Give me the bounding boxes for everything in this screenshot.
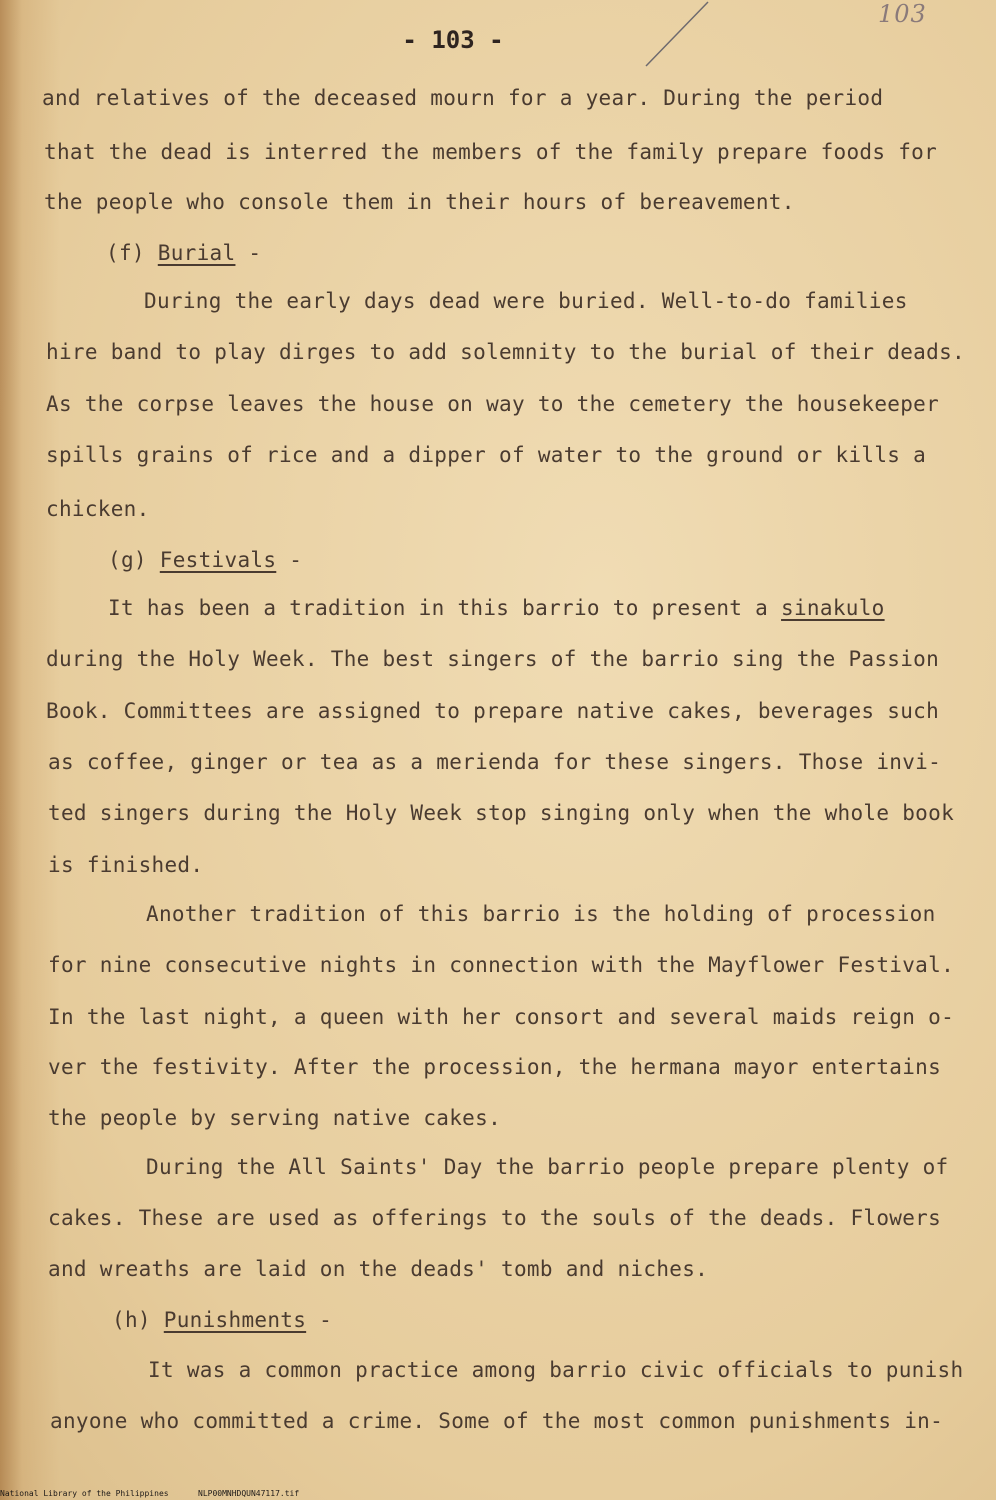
- library-label: National Library of the Philippines: [0, 1489, 169, 1498]
- text-line: [108, 596, 885, 620]
- text-line: chicken.: [46, 497, 150, 521]
- text-line: and relatives of the deceased mourn for a year. During the period: [42, 86, 884, 110]
- section-heading-festivals: [108, 548, 302, 572]
- section-heading-burial: [106, 241, 261, 265]
- text-line: ver the festivity. After the procession, the hermana mayor entertains: [48, 1055, 942, 1079]
- text-line: In the last night, a queen with her consort and several maids reign o-: [48, 1005, 955, 1029]
- text-line: Another tradition of this barrio is the holding of procession: [146, 902, 936, 926]
- text-line: is finished.: [48, 853, 204, 877]
- text-line: hire band to play dirges to add solemnity to the burial of their deads.: [46, 340, 965, 364]
- text-line: During the All Saints' Day the barrio people prepare plenty of: [146, 1155, 949, 1179]
- text-line: the people who console them in their hours of bereavement.: [44, 190, 795, 214]
- text-line: anyone who committed a crime. Some of the most common punishments in-: [50, 1409, 944, 1433]
- text-line: During the early days dead were buried. Well-to-do families: [144, 289, 908, 313]
- heading-prefix: (g): [108, 548, 160, 572]
- text-line: spills grains of rice and a dipper of water to the ground or kills a: [46, 443, 927, 467]
- text-line: the people by serving native cakes.: [48, 1106, 502, 1130]
- text-line: and wreaths are laid on the deads' tomb and niches.: [48, 1257, 709, 1281]
- text-line-start: It has been a tradition in this barrio to present a: [108, 596, 782, 620]
- text-line: It was a common practice among barrio civic officials to punish: [148, 1358, 964, 1382]
- text-line: during the Holy Week. The best singers of the barrio sing the Passion: [46, 647, 940, 671]
- sinakulo-term: sinakulo: [781, 596, 885, 620]
- page-number: - 103 -: [402, 26, 504, 54]
- file-name: NLP00MNHDQUN47117.tif: [198, 1489, 300, 1498]
- heading-dash: -: [306, 1308, 333, 1332]
- text-line: Book. Committees are assigned to prepare native cakes, beverages such: [46, 699, 940, 723]
- heading-dash: -: [276, 548, 303, 572]
- section-heading-punishments: [112, 1308, 332, 1332]
- text-line: for nine consecutive nights in connection with the Mayflower Festival.: [48, 953, 955, 977]
- scan-footer: [0, 1488, 996, 1500]
- heading-dash: -: [235, 241, 262, 265]
- text-line: As the corpse leaves the house on way to the cemetery the housekeeper: [46, 392, 940, 416]
- heading-title: Punishments: [163, 1308, 307, 1332]
- text-line: ted singers during the Holy Week stop singing only when the whole book: [48, 801, 955, 825]
- heading-prefix: (h): [112, 1308, 164, 1332]
- text-line: as coffee, ginger or tea as a merienda for these singers. Those invi-: [48, 750, 942, 774]
- text-line: cakes. These are used as offerings to the souls of the deads. Flowers: [48, 1206, 942, 1230]
- heading-title: Festivals: [159, 548, 277, 572]
- handwritten-page-number: 103: [878, 0, 927, 28]
- heading-title: Burial: [157, 241, 236, 265]
- heading-prefix: (f): [106, 241, 158, 265]
- text-line: that the dead is interred the members of the family prepare foods for: [44, 140, 938, 164]
